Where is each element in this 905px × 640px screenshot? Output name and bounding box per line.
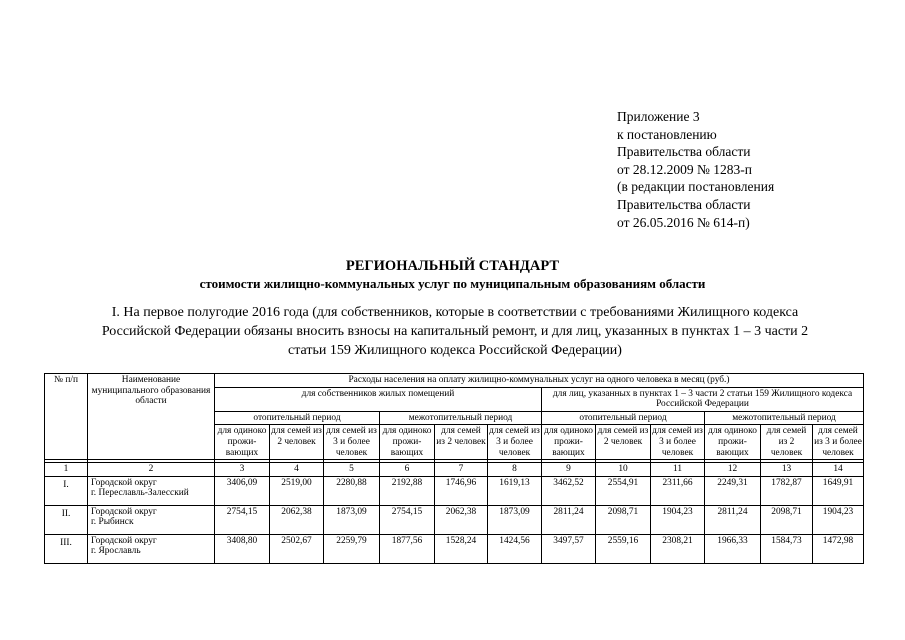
value-cell: 1528,24 [435,534,488,563]
name-line: Городской округ [91,506,157,517]
value-cell: 2308,21 [651,534,705,563]
value-cell: 2280,88 [324,476,380,505]
table-row [45,505,864,534]
municipality-name [88,505,215,534]
column-index: 7 [435,463,488,477]
value-cell: 1904,23 [651,505,705,534]
header-heating: отопительный период [542,411,705,425]
column-index: 8 [488,463,542,477]
header-two: для семей из 2 человек [270,425,324,460]
header-single: для одиноко прожи-вающих [380,425,435,460]
header-owners: для собственников жилых помещений [215,387,542,411]
intro-line: статьи 159 Жилищного кодекса Российской Федерации) [288,342,622,358]
intro-line: I. На первое полугодие 2016 года (для собственников, которые в соответствии с требованиями Жилищного кодекса [111,305,799,320]
standard-table-wrap [44,373,864,564]
name-line: г. Ярославль [91,546,141,557]
header-persons: для лиц, указанных в пунктах 1 – 3 части 2 статьи 159 Жилищного кодекса Российской Федерации [542,387,864,411]
value-cell: 1649,91 [813,476,864,505]
appendix-line: к постановлению [617,126,717,142]
value-cell: 3406,09 [215,476,270,505]
header-three: для семей из 3 и более человек [488,425,542,460]
intro-line: Российской Федерации обязаны вносить взносы на капитальный ремонт, и для лиц, указанных в пунктах 1 – 3 части 2 [101,323,809,339]
name-line: г. Переславль-Залесский [91,488,189,499]
value-cell: 2098,71 [761,505,813,534]
value-cell: 1873,09 [324,505,380,534]
value-cell: 2754,15 [380,505,435,534]
header-two: для семей из 2 человек [596,425,651,460]
row-number: III. [45,534,88,563]
appendix-block [617,108,774,231]
value-cell: 1472,98 [813,534,864,563]
value-cell: 2559,16 [596,534,651,563]
header-single: для одиноко прожи-вающих [215,425,270,460]
header-expenses: Расходы населения на оплату жилищно-коммунальных услуг на одного человека в месяц (руб.) [215,374,864,388]
value-cell: 2811,24 [542,505,596,534]
column-index: 12 [705,463,761,477]
column-index: 1 [45,463,88,477]
value-cell: 1873,09 [488,505,542,534]
header-name: Наименование муниципального образования области [88,374,215,460]
row-number: II. [45,505,88,534]
value-cell: 2062,38 [270,505,324,534]
value-cell: 2259,79 [324,534,380,563]
column-index: 11 [651,463,705,477]
municipality-name [88,476,215,505]
appendix-line: Правительства области [617,144,751,160]
header-three: для семей из 3 и более человек [651,425,705,460]
municipality-name [88,534,215,563]
value-cell: 1746,96 [435,476,488,505]
value-cell: 2062,38 [435,505,488,534]
table-row [45,534,864,563]
value-cell: 1877,56 [380,534,435,563]
value-cell: 2192,88 [380,476,435,505]
value-cell: 1424,56 [488,534,542,563]
column-index: 2 [88,463,215,477]
header-three: для семей из 3 и более человек [324,425,380,460]
column-index: 10 [596,463,651,477]
column-index: 6 [380,463,435,477]
row-number: I. [45,476,88,505]
value-cell: 1619,13 [488,476,542,505]
intro-paragraph [55,304,855,360]
value-cell: 2554,91 [596,476,651,505]
header-three: для семей из 3 и более человек [813,425,864,460]
value-cell: 1904,23 [813,505,864,534]
value-cell: 2249,31 [705,476,761,505]
name-line: Городской округ [91,535,157,546]
value-cell: 2502,67 [270,534,324,563]
document-subtitle: стоимости жилищно-коммунальных услуг по муниципальным образованиям области [199,276,706,291]
column-index: 13 [761,463,813,477]
value-cell: 2811,24 [705,505,761,534]
appendix-line: от 28.12.2009 № 1283-п [617,161,752,177]
value-cell: 2754,15 [215,505,270,534]
value-cell: 3497,57 [542,534,596,563]
column-index: 5 [324,463,380,477]
name-line: г. Рыбинск [91,517,134,528]
header-two: для семей из 2 человек [761,425,813,460]
header-single: для одиноко прожи-вающих [542,425,596,460]
value-cell: 2311,66 [651,476,705,505]
column-index: 9 [542,463,596,477]
appendix-line: Правительства области [617,196,751,212]
column-index-row [45,463,864,477]
header-nonheating: межотопительный период [705,411,864,425]
table-row [45,476,864,505]
value-cell: 1584,73 [761,534,813,563]
value-cell: 2098,71 [596,505,651,534]
header-two: для семей из 2 человек [435,425,488,460]
column-index: 14 [813,463,864,477]
value-cell: 2519,00 [270,476,324,505]
appendix-line: (в редакции постановления [617,179,775,195]
header-nonheating: межотопительный период [380,411,542,425]
name-line: Городской округ [91,477,157,488]
value-cell: 1966,33 [705,534,761,563]
document-title: РЕГИОНАЛЬНЫЙ СТАНДАРТ [345,258,560,274]
value-cell: 1782,87 [761,476,813,505]
value-cell: 3408,80 [215,534,270,563]
header-single: для одиноко прожи-вающих [705,425,761,460]
standard-table [44,373,864,564]
column-index: 4 [270,463,324,477]
appendix-line: Приложение 3 [617,109,700,124]
value-cell: 3462,52 [542,476,596,505]
header-heating: отопительный период [215,411,380,425]
appendix-line: от 26.05.2016 № 614-п) [617,214,750,230]
column-index: 3 [215,463,270,477]
header-num: № п/п [45,374,88,460]
